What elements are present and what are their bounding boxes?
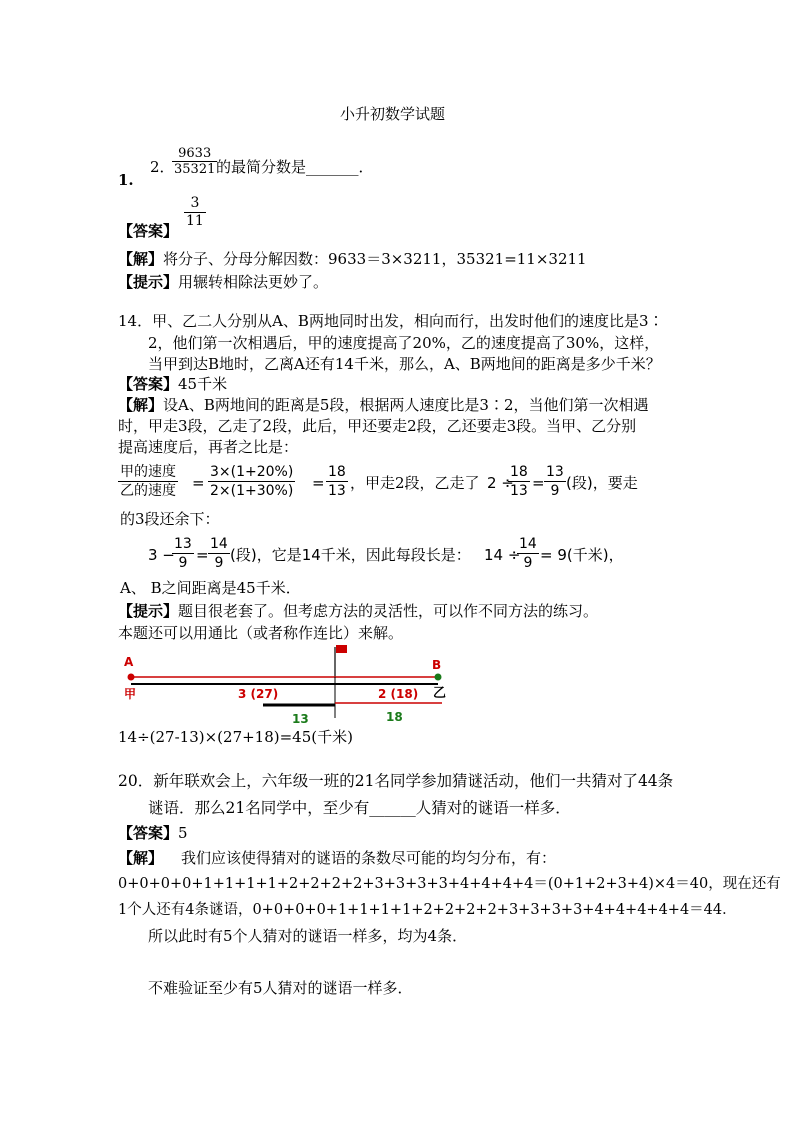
eq2-frac1-den: 9 bbox=[178, 555, 188, 571]
eq1-equals-2: = bbox=[312, 474, 325, 492]
q20-solution-line-4: 所以此时有5个人猜对的谜语一样多，均为4条． bbox=[148, 927, 468, 945]
eq1-equals-1: = bbox=[192, 474, 205, 492]
q14-solution-label: 【解】 bbox=[118, 396, 164, 414]
eq1-frac2-den: 2×(1+30%) bbox=[210, 483, 294, 499]
eq1-frac1-num: 甲的速度 bbox=[120, 464, 176, 480]
eq1-frac4-num: 18 bbox=[510, 464, 528, 480]
diagram-label-a: A bbox=[124, 655, 134, 669]
q20-solution-line-5: 不难验证至少有5人猜对的谜语一样多． bbox=[148, 979, 413, 997]
q1-solution-text: 将分子、分母分解因数：9633＝3×3211，35321=11×3211 bbox=[163, 250, 587, 268]
diagram-label-yi: 乙 bbox=[433, 686, 447, 701]
eq1-frac3-num: 18 bbox=[328, 464, 346, 480]
flag-icon bbox=[336, 645, 347, 653]
eq1-text-1: ，甲走2段，乙走了 bbox=[350, 474, 480, 492]
page-title: 小升初数学试题 bbox=[340, 105, 446, 123]
q14-hint bbox=[118, 601, 598, 621]
q20-answer-label: 【答案】 bbox=[118, 824, 179, 842]
q1-frac-den: 35321 bbox=[174, 162, 216, 177]
q14-final-equation: 14÷(27-13)×(27+18)=45(千米) bbox=[118, 728, 353, 746]
eq1-text-2: 2 ÷ bbox=[487, 474, 514, 492]
eq2-frac3-den: 9 bbox=[523, 555, 533, 571]
q14-line-3: 当甲到达B地时，乙离A还有14千米，那么，A、B两地间的距离是多少千米？ bbox=[148, 355, 661, 373]
q14-answer bbox=[118, 374, 227, 394]
eq1-frac2 bbox=[208, 463, 295, 500]
q14-answer-label: 【答案】 bbox=[118, 375, 179, 393]
q1-answer-num: 3 bbox=[184, 195, 206, 213]
eq2-frac3-num: 14 bbox=[519, 536, 537, 552]
eq2-frac1-num: 13 bbox=[174, 536, 192, 552]
eq1-frac1-den: 乙的速度 bbox=[120, 483, 176, 499]
q20-solution-label: 【解】 bbox=[118, 849, 164, 867]
q20-solution-line-3: 1个人还有4条谜语，0+0+0+0+1+1+1+1+2+2+2+2+3+3+3+3+4+4+4+4+4＝44． bbox=[118, 902, 737, 918]
q14-line-1: 14．甲、乙二人分别从A、B两地同时出发，相向而行，出发时他们的速度比是3∶ bbox=[118, 312, 664, 330]
q1-hint bbox=[118, 272, 328, 292]
q1-answer-den: 11 bbox=[186, 213, 204, 229]
q14-extra-line: 本题还可以用通比（或者称作连比）来解。 bbox=[118, 624, 404, 642]
diagram-seg-left: 3 (27) bbox=[238, 687, 279, 701]
q1-solution bbox=[118, 249, 587, 269]
q1-solution-label: 【解】 bbox=[118, 250, 164, 268]
eq1-speed-ratio-fraction bbox=[118, 463, 178, 500]
eq2-text-2: = bbox=[196, 546, 209, 564]
eq2-frac2 bbox=[208, 535, 230, 572]
diagram-label-jia: 甲 bbox=[124, 687, 137, 701]
eq2-frac1 bbox=[172, 535, 194, 572]
q14-solution-line-1 bbox=[118, 395, 649, 415]
eq1-frac4-den: 13 bbox=[510, 483, 528, 499]
eq2-text-1: 3 − bbox=[148, 546, 175, 564]
eq2-text-5: = 9(千米)， bbox=[540, 546, 624, 564]
q20-solution-line-1 bbox=[118, 848, 556, 868]
q1-hint-label: 【提示】 bbox=[118, 273, 179, 291]
eq1-frac3-den: 13 bbox=[328, 483, 346, 499]
eq1-text-4: (段)，要走 bbox=[566, 474, 638, 492]
q1-answer-fraction bbox=[184, 195, 206, 230]
diagram-seg-right: 2 (18) bbox=[378, 687, 419, 701]
q20-answer bbox=[118, 823, 188, 843]
eq2-frac2-den: 9 bbox=[214, 555, 224, 571]
q20-solution-line-2: 0+0+0+0+1+1+1+1+2+2+2+2+3+3+3+3+4+4+4+4＝(0+1+2+3+4)×4＝40，现在还有 bbox=[118, 876, 781, 892]
eq2-text-4: 14 ÷ bbox=[484, 546, 521, 564]
q14-hint-label: 【提示】 bbox=[118, 602, 179, 620]
eq1-frac4 bbox=[508, 463, 530, 500]
q20-solution-text-1: 我们应该使得猜对的谜语的条数尽可能的均匀分布，有： bbox=[181, 849, 557, 867]
diagram-below-left: 13 bbox=[292, 712, 309, 726]
point-a bbox=[128, 674, 135, 681]
eq1-frac5-den: 9 bbox=[550, 483, 560, 499]
q1-hint-text: 用辗转相除法更妙了。 bbox=[178, 273, 329, 291]
eq1-text-3: = bbox=[532, 474, 545, 492]
eq1-frac5 bbox=[544, 463, 566, 500]
eq2-frac2-num: 14 bbox=[210, 536, 228, 552]
q14-line-2: 2，他们第一次相遇后，甲的速度提高了20%，乙的速度提高了30%，这样， bbox=[148, 334, 660, 352]
q14-hint-text: 题目很老套了。但考虑方法的灵活性，可以作不同方法的练习。 bbox=[178, 602, 599, 620]
diagram-below-right: 18 bbox=[386, 710, 403, 724]
eq1-frac2-num: 3×(1+20%) bbox=[210, 464, 294, 480]
q1-prefix: 2． bbox=[150, 158, 175, 176]
eq1-frac3 bbox=[326, 463, 348, 500]
q20-answer-text: 5 bbox=[178, 824, 188, 842]
q14-solution-line-2: 时，甲走3段，乙走了2段，此后，甲还要走2段，乙还要走3段。当甲、乙分别 bbox=[118, 417, 637, 435]
diagram-label-b: B bbox=[432, 658, 442, 672]
q14-solution-text-1: 设A、B两地间的距离是5段，根据两人速度比是3∶2，当他们第一次相遇 bbox=[163, 396, 649, 414]
q14-solution-line-3: 提高速度后，再者之比是： bbox=[118, 438, 299, 456]
q1-number: 1. bbox=[118, 171, 134, 189]
eq1-frac5-num: 13 bbox=[546, 464, 564, 480]
q14-conclusion: A、 B之间距离是45千米． bbox=[120, 579, 301, 597]
q1-answer-label: 【答案】 bbox=[118, 222, 179, 240]
q20-line-2: 谜语．那么21名同学中，至少有______人猜对的谜语一样多． bbox=[148, 799, 571, 817]
eq1-line-2: 的3段还余下： bbox=[120, 510, 220, 528]
q1-frac-num: 9633 bbox=[172, 146, 217, 162]
eq2-frac3 bbox=[517, 535, 539, 572]
q1-fraction bbox=[172, 146, 217, 177]
q1-suffix: 的最简分数是_______． bbox=[216, 158, 374, 176]
q20-line-1: 20．新年联欢会上，六年级一班的21名同学参加猜谜活动，他们一共猜对了44条 bbox=[118, 772, 674, 790]
q14-answer-text: 45千米 bbox=[178, 375, 228, 393]
eq2-text-3: (段)，它是14千米，因此每段长是： bbox=[230, 546, 471, 564]
